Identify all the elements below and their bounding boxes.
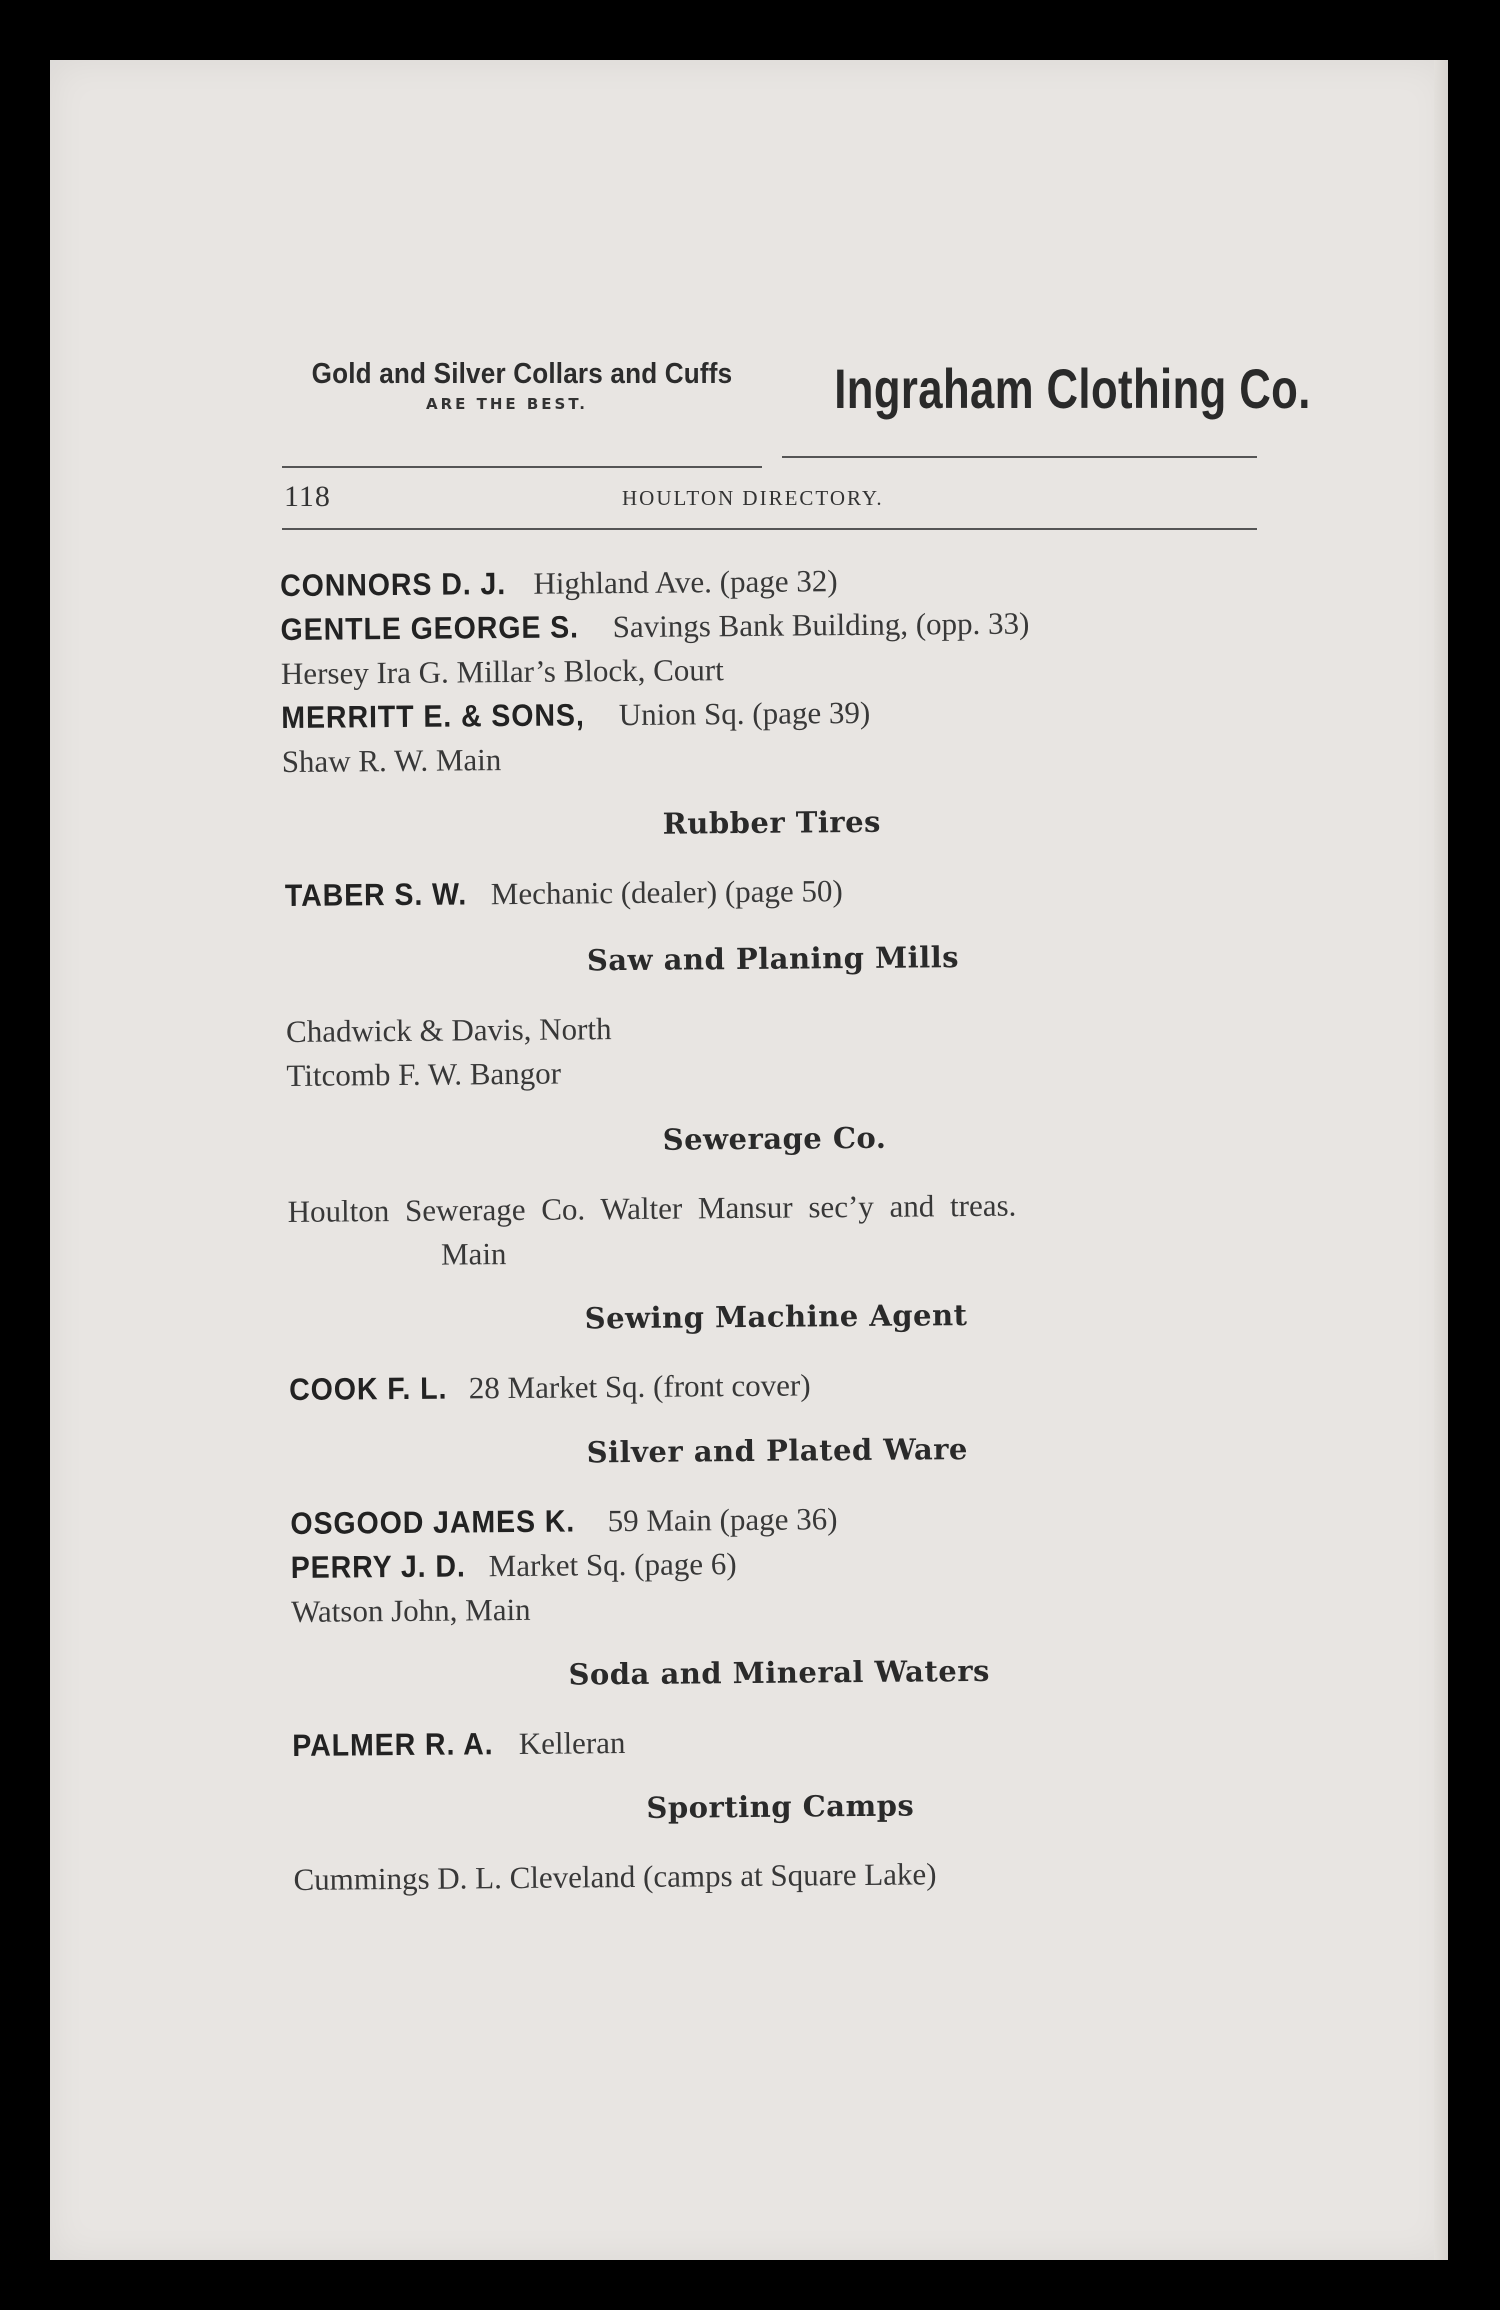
entry-text: Hersey Ira G. Millar’s Block, Court — [280, 652, 724, 692]
ad-rule-left — [282, 466, 762, 468]
head-rule — [282, 528, 1257, 530]
list-item — [282, 731, 1259, 784]
running-head — [282, 480, 1257, 524]
entry-text: Savings Bank Building, (opp. 33) — [612, 605, 1030, 645]
section-heading: Saw and Planing Mills — [586, 940, 960, 978]
ad-rule-right — [782, 456, 1257, 458]
entry-name: TABER S. W. — [284, 876, 468, 913]
entry-text: 28 Market Sq. (front cover) — [468, 1367, 811, 1406]
entry-text: Chadwick & Davis, North — [285, 1011, 612, 1049]
section-heading: Rubber Tires — [662, 804, 882, 841]
entry-text: Watson John, Main — [290, 1591, 531, 1629]
ad-ingraham-clothing: Ingraham Clothing Co. — [834, 357, 1311, 420]
entry-name: COOK F. L. — [289, 1370, 448, 1407]
section-heading: Sewerage Co. — [662, 1120, 887, 1157]
ad-left — [282, 358, 762, 413]
list-item — [286, 1045, 1261, 1098]
page-number: 118 — [284, 480, 331, 513]
section-heading: Silver and Plated Ware — [586, 1432, 969, 1470]
entries-top — [280, 555, 1259, 784]
entry-continuation: Main — [440, 1236, 507, 1272]
entry-text: Highland Ave. (page 32) — [533, 563, 838, 601]
entry-text: Shaw R. W. Main — [281, 742, 502, 780]
entry-text: Mechanic (dealer) (page 50) — [490, 873, 843, 912]
section-heading: Soda and Mineral Waters — [568, 1653, 990, 1692]
ad-are-the-best: ARE THE BEST. — [425, 395, 589, 413]
entry-text: Union Sq. (page 39) — [618, 694, 871, 733]
list-item — [292, 1715, 1267, 1768]
entry-text: 59 Main (page 36) — [607, 1501, 838, 1539]
directory-page — [50, 60, 1448, 2260]
page-content — [280, 322, 1311, 1897]
entry-name: OSGOOD JAMES K. — [290, 1503, 576, 1541]
entry-text: Market Sq. (page 6) — [488, 1546, 737, 1584]
entry-text: Cummings D. L. Cleveland (camps at Square Lake) — [293, 1856, 937, 1897]
list-item — [293, 1849, 1268, 1902]
entry-name: PALMER R. A. — [292, 1726, 494, 1763]
list-item — [289, 1359, 1264, 1412]
running-head-title: HOULTON DIRECTORY. — [622, 486, 884, 510]
entry-name: PERRY J. D. — [290, 1548, 466, 1585]
entry-text: Titcomb F. W. Bangor — [286, 1055, 562, 1093]
ad-collars-cuffs: Gold and Silver Collars and Cuffs — [311, 358, 733, 390]
list-item — [287, 1181, 1263, 1278]
entry-name: GENTLE GEORGE S. — [280, 609, 580, 648]
list-item — [291, 1581, 1266, 1634]
entry-name: MERRITT E. & SONS, — [281, 697, 585, 736]
entry-name: CONNORS D. J. — [280, 566, 507, 604]
entry-text: Kelleran — [518, 1725, 626, 1761]
entry-text: Houlton Sewerage Co. Walter Mansur sec’y and treas. — [287, 1187, 1017, 1229]
list-item — [285, 865, 1260, 918]
page-edge — [1434, 60, 1448, 2260]
directory-body — [282, 555, 1269, 1901]
advertisement-bar — [282, 322, 1311, 426]
section-heading: Sporting Camps — [646, 1788, 915, 1825]
section-heading: Sewing Machine Agent — [584, 1298, 968, 1336]
